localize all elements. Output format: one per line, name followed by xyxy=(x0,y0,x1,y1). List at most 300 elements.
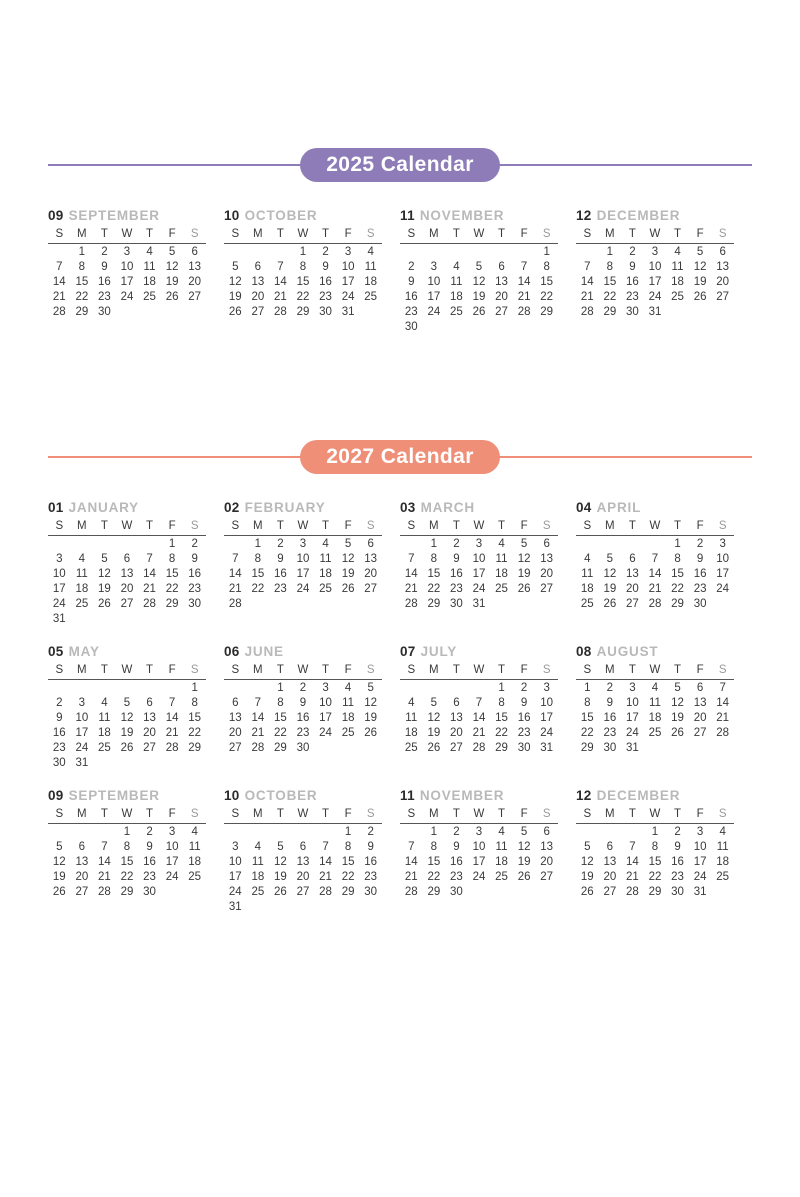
weekday-header: T xyxy=(314,518,337,536)
weekday-header: W xyxy=(468,662,491,680)
day-cell: 17 xyxy=(228,870,242,883)
week-row xyxy=(48,304,206,319)
month-title xyxy=(48,500,208,515)
week-row xyxy=(224,536,382,552)
week-row xyxy=(224,869,382,884)
day-cell: 19 xyxy=(364,711,378,724)
day-cell: 12 xyxy=(472,275,486,288)
day-cell: 22 xyxy=(603,290,617,303)
day-cell: 27 xyxy=(693,726,707,739)
day-cell: 31 xyxy=(228,900,242,913)
section-banner xyxy=(48,440,752,474)
day-cell: 4 xyxy=(322,537,329,550)
day-cell: 2 xyxy=(453,825,460,838)
day-cell: 27 xyxy=(75,885,89,898)
day-cell: 12 xyxy=(693,260,707,273)
day-cell: 3 xyxy=(629,681,636,694)
day-cell: 6 xyxy=(191,245,198,258)
day-cell: 11 xyxy=(251,855,264,868)
day-cell-empty xyxy=(445,680,468,696)
day-cell: 2 xyxy=(367,825,374,838)
day-cell-empty xyxy=(576,244,599,260)
day-cell-empty xyxy=(445,319,468,334)
week-row xyxy=(400,824,558,840)
day-cell: 29 xyxy=(427,597,441,610)
day-cell: 30 xyxy=(517,741,531,754)
weekday-header: T xyxy=(138,518,161,536)
day-cell: 11 xyxy=(188,840,201,853)
day-cell: 4 xyxy=(344,681,352,694)
day-cell: 22 xyxy=(274,726,287,739)
weekday-header: F xyxy=(337,518,360,536)
day-cell: 13 xyxy=(603,855,617,868)
day-cell: 6 xyxy=(78,840,86,853)
day-cell: 19 xyxy=(472,290,486,303)
month-name: APRIL xyxy=(596,500,642,515)
day-cell: 23 xyxy=(319,290,332,303)
day-cell: 6 xyxy=(719,245,726,258)
week-row xyxy=(576,740,734,755)
day-cell-empty xyxy=(711,740,734,755)
day-cell: 13 xyxy=(228,711,242,724)
day-cell: 4 xyxy=(719,825,726,838)
day-cell: 3 xyxy=(78,696,86,709)
weekday-header: W xyxy=(644,806,667,824)
month-number: 05 xyxy=(48,644,64,659)
weekday-header: M xyxy=(247,226,270,244)
day-cell: 10 xyxy=(427,275,441,288)
weekday-header: F xyxy=(689,226,712,244)
day-cell: 21 xyxy=(472,726,486,739)
weekday-header: S xyxy=(711,518,734,536)
day-cell: 21 xyxy=(228,582,242,595)
day-cell: 29 xyxy=(495,741,508,754)
day-cell: 9 xyxy=(322,260,329,273)
day-cell: 9 xyxy=(629,260,636,273)
day-cell-empty xyxy=(468,680,491,696)
day-cell: 19 xyxy=(165,275,179,288)
day-cell: 26 xyxy=(603,597,617,610)
day-cell-empty xyxy=(93,536,116,552)
day-cell: 11 xyxy=(319,552,332,565)
day-cell: 21 xyxy=(52,290,66,303)
month-block xyxy=(576,788,752,914)
day-cell-empty xyxy=(490,319,513,334)
week-row xyxy=(576,869,734,884)
month-number: 12 xyxy=(576,788,592,803)
weekday-header: T xyxy=(445,806,468,824)
day-cell-empty xyxy=(161,680,184,696)
day-cell: 13 xyxy=(296,855,310,868)
weekday-header: F xyxy=(161,518,184,536)
day-cell: 26 xyxy=(472,305,486,318)
day-cell-empty xyxy=(48,536,71,552)
day-cell: 31 xyxy=(648,305,662,318)
month-block xyxy=(224,208,400,334)
day-cell: 1 xyxy=(344,825,352,838)
day-cell-empty xyxy=(292,596,315,611)
day-cell: 29 xyxy=(75,305,89,318)
weekday-header: W xyxy=(116,518,139,536)
weekday-header: F xyxy=(689,518,712,536)
weekday-header-row xyxy=(576,662,734,680)
day-cell: 2 xyxy=(56,696,63,709)
day-cell: 24 xyxy=(648,290,662,303)
day-cell: 8 xyxy=(674,552,681,565)
week-row xyxy=(400,740,558,755)
day-cell-empty xyxy=(224,680,247,696)
month-name: DECEMBER xyxy=(596,788,681,803)
month-number: 06 xyxy=(224,644,240,659)
day-cell: 7 xyxy=(101,840,108,853)
week-row xyxy=(400,581,558,596)
day-cell: 5 xyxy=(520,825,528,838)
weekday-header: F xyxy=(161,226,184,244)
week-row xyxy=(576,710,734,725)
month-title xyxy=(576,500,736,515)
day-cell: 26 xyxy=(52,885,66,898)
day-cell: 22 xyxy=(540,290,554,303)
day-cell: 22 xyxy=(341,870,355,883)
weekday-header: T xyxy=(269,806,292,824)
day-cell: 25 xyxy=(495,870,508,883)
day-cell-empty xyxy=(689,740,712,755)
day-cell: 11 xyxy=(143,260,156,273)
day-cell: 8 xyxy=(254,552,262,565)
weekday-header: W xyxy=(116,662,139,680)
week-row xyxy=(576,680,734,696)
day-cell: 26 xyxy=(120,741,134,754)
day-cell: 18 xyxy=(98,726,111,739)
day-cell: 2 xyxy=(277,537,284,550)
day-cell: 15 xyxy=(75,275,89,288)
day-cell: 18 xyxy=(251,870,265,883)
day-cell: 14 xyxy=(580,275,594,288)
weekday-header: W xyxy=(292,226,315,244)
month-name: OCTOBER xyxy=(244,208,318,223)
month-name: AUGUST xyxy=(596,644,659,659)
weekday-header: S xyxy=(576,226,599,244)
weekday-header: S xyxy=(224,662,247,680)
week-row xyxy=(576,289,734,304)
day-cell: 17 xyxy=(319,711,332,724)
weekday-header: T xyxy=(93,662,116,680)
weekday-header-row xyxy=(400,662,558,680)
day-cell: 22 xyxy=(75,290,89,303)
day-cell: 9 xyxy=(696,552,704,565)
day-cell: 15 xyxy=(540,275,554,288)
day-cell: 9 xyxy=(277,552,284,565)
week-row xyxy=(400,319,558,334)
day-cell-empty xyxy=(138,680,161,696)
weekday-header: W xyxy=(292,518,315,536)
day-cell: 28 xyxy=(648,597,662,610)
day-cell: 3 xyxy=(344,245,352,258)
weekday-header: T xyxy=(93,518,116,536)
week-row xyxy=(576,551,734,566)
week-row xyxy=(400,274,558,289)
month-block xyxy=(576,644,752,770)
day-cell: 15 xyxy=(427,855,441,868)
day-cell: 11 xyxy=(648,696,661,709)
day-cell-empty xyxy=(359,304,382,319)
weekday-header: T xyxy=(666,518,689,536)
weekday-header: F xyxy=(513,806,536,824)
month-number: 09 xyxy=(48,208,64,223)
weekday-header: T xyxy=(138,226,161,244)
day-cell: 26 xyxy=(580,885,594,898)
banner-gap xyxy=(0,182,800,208)
weekday-header: S xyxy=(711,806,734,824)
day-cell: 5 xyxy=(101,552,108,565)
day-cell: 30 xyxy=(188,597,202,610)
month-table xyxy=(400,226,558,334)
month-block xyxy=(224,500,400,626)
day-cell: 30 xyxy=(603,741,617,754)
month-title xyxy=(48,788,208,803)
weekday-header: M xyxy=(71,226,94,244)
day-cell: 24 xyxy=(427,305,441,318)
day-cell: 17 xyxy=(540,711,554,724)
day-cell-empty xyxy=(292,824,315,840)
section-title: 2027 Calendar xyxy=(300,440,500,474)
day-cell: 30 xyxy=(404,320,418,333)
day-cell: 4 xyxy=(498,825,505,838)
day-cell: 19 xyxy=(52,870,66,883)
weekday-header-row xyxy=(48,662,206,680)
weekday-header: M xyxy=(71,806,94,824)
day-cell: 3 xyxy=(168,825,176,838)
day-cell: 10 xyxy=(165,840,179,853)
weekday-header: S xyxy=(183,226,206,244)
day-cell: 14 xyxy=(228,567,242,580)
day-cell: 13 xyxy=(626,567,639,580)
day-cell: 19 xyxy=(274,870,287,883)
day-cell: 13 xyxy=(120,567,134,580)
day-cell: 10 xyxy=(472,840,486,853)
week-row xyxy=(224,710,382,725)
day-cell: 27 xyxy=(540,582,554,595)
weekday-header-row xyxy=(400,806,558,824)
day-cell: 20 xyxy=(450,726,463,739)
day-cell: 18 xyxy=(495,855,508,868)
day-cell: 12 xyxy=(364,696,378,709)
day-cell: 1 xyxy=(191,681,198,694)
month-block xyxy=(576,500,752,626)
day-cell: 6 xyxy=(367,537,374,550)
day-cell-empty xyxy=(423,319,446,334)
day-cell: 27 xyxy=(120,597,134,610)
day-cell-empty xyxy=(666,304,689,319)
day-cell: 12 xyxy=(165,260,179,273)
day-cell: 27 xyxy=(188,290,202,303)
day-cell: 23 xyxy=(274,582,287,595)
day-cell: 12 xyxy=(274,855,287,868)
day-cell: 3 xyxy=(322,681,329,694)
weekday-header: F xyxy=(161,662,184,680)
day-cell: 10 xyxy=(228,855,242,868)
day-cell: 18 xyxy=(648,711,662,724)
day-cell: 8 xyxy=(498,696,505,709)
day-cell: 12 xyxy=(517,840,531,853)
day-cell: 21 xyxy=(404,582,418,595)
day-cell-empty xyxy=(93,680,116,696)
day-cell: 19 xyxy=(98,582,111,595)
day-cell: 25 xyxy=(580,597,594,610)
day-cell: 11 xyxy=(716,840,729,853)
day-cell: 8 xyxy=(123,840,131,853)
week-row xyxy=(224,596,382,611)
month-name: SEPTEMBER xyxy=(68,788,160,803)
day-cell: 21 xyxy=(319,870,332,883)
day-cell: 11 xyxy=(450,275,463,288)
day-cell: 22 xyxy=(251,582,265,595)
weekday-header: S xyxy=(400,226,423,244)
week-row xyxy=(576,259,734,274)
day-cell-empty xyxy=(71,824,94,840)
day-cell: 29 xyxy=(540,305,554,318)
day-cell: 16 xyxy=(52,726,66,739)
weekday-header: F xyxy=(337,226,360,244)
day-cell: 7 xyxy=(168,696,176,709)
month-number: 10 xyxy=(224,208,240,223)
day-cell: 24 xyxy=(228,885,242,898)
week-row xyxy=(400,695,558,710)
week-row xyxy=(224,854,382,869)
day-cell: 28 xyxy=(319,885,332,898)
day-cell: 21 xyxy=(517,290,531,303)
day-cell: 28 xyxy=(472,741,486,754)
day-cell: 13 xyxy=(495,275,508,288)
month-title xyxy=(400,500,560,515)
day-cell: 25 xyxy=(404,741,418,754)
months-grid xyxy=(48,208,752,352)
day-cell-empty xyxy=(711,304,734,319)
week-row xyxy=(400,551,558,566)
day-cell-empty xyxy=(48,824,71,840)
day-cell: 24 xyxy=(626,726,639,739)
day-cell-empty xyxy=(490,884,513,899)
day-cell: 14 xyxy=(98,855,111,868)
day-cell-empty xyxy=(269,899,292,914)
weekday-header: M xyxy=(247,662,270,680)
day-cell: 9 xyxy=(408,275,415,288)
weekday-header: S xyxy=(183,662,206,680)
weekday-header: M xyxy=(247,806,270,824)
month-number: 11 xyxy=(400,788,415,803)
weekday-header: M xyxy=(423,662,446,680)
day-cell: 27 xyxy=(450,741,463,754)
weekday-header: M xyxy=(71,518,94,536)
day-cell: 1 xyxy=(674,537,681,550)
month-title xyxy=(576,644,736,659)
weekday-header: T xyxy=(93,806,116,824)
day-cell: 20 xyxy=(296,870,310,883)
day-cell-empty xyxy=(247,824,270,840)
weekday-header: F xyxy=(337,806,360,824)
day-cell: 14 xyxy=(626,855,639,868)
day-cell-empty xyxy=(116,680,139,696)
day-cell: 7 xyxy=(651,552,659,565)
day-cell: 16 xyxy=(603,711,617,724)
day-cell: 24 xyxy=(165,870,179,883)
day-cell: 22 xyxy=(671,582,684,595)
day-cell: 17 xyxy=(472,567,486,580)
day-cell: 17 xyxy=(648,275,662,288)
day-cell: 30 xyxy=(52,756,66,769)
day-cell: 26 xyxy=(364,726,378,739)
day-cell: 24 xyxy=(319,726,332,739)
day-cell-empty xyxy=(423,680,446,696)
weekday-header: S xyxy=(224,226,247,244)
day-cell: 14 xyxy=(52,275,66,288)
day-cell: 12 xyxy=(98,567,111,580)
day-cell: 8 xyxy=(344,840,352,853)
weekday-header: T xyxy=(138,662,161,680)
day-cell: 16 xyxy=(517,711,531,724)
day-cell: 20 xyxy=(188,275,202,288)
day-cell-empty xyxy=(400,824,423,840)
day-cell: 30 xyxy=(98,305,111,318)
weekday-header: F xyxy=(513,518,536,536)
weekday-header: M xyxy=(71,662,94,680)
weekday-header: S xyxy=(224,806,247,824)
day-cell: 1 xyxy=(78,245,86,258)
day-cell-empty xyxy=(666,740,689,755)
day-cell: 23 xyxy=(52,741,66,754)
day-cell-empty xyxy=(183,611,206,626)
week-row xyxy=(576,695,734,710)
day-cell: 23 xyxy=(296,726,310,739)
weekday-header: S xyxy=(576,806,599,824)
weekday-header: M xyxy=(423,226,446,244)
day-cell: 17 xyxy=(52,582,66,595)
day-cell: 9 xyxy=(453,552,460,565)
day-cell: 6 xyxy=(299,840,307,853)
day-cell: 23 xyxy=(143,870,156,883)
week-row xyxy=(400,884,558,899)
day-cell: 8 xyxy=(430,552,438,565)
day-cell: 13 xyxy=(450,711,463,724)
month-block xyxy=(224,644,400,770)
day-cell: 14 xyxy=(517,275,531,288)
day-cell: 2 xyxy=(629,245,636,258)
weekday-header: T xyxy=(269,226,292,244)
day-cell: 10 xyxy=(296,552,310,565)
day-cell: 21 xyxy=(98,870,111,883)
weekday-header: F xyxy=(161,806,184,824)
weekday-header: T xyxy=(314,662,337,680)
day-cell-empty xyxy=(337,596,360,611)
week-row xyxy=(224,824,382,840)
day-cell: 19 xyxy=(228,290,242,303)
week-row xyxy=(48,274,206,289)
day-cell: 1 xyxy=(543,245,550,258)
weekday-header-row xyxy=(224,662,382,680)
day-cell: 1 xyxy=(168,537,176,550)
weekday-header: S xyxy=(359,806,382,824)
day-cell: 23 xyxy=(188,582,202,595)
day-cell: 18 xyxy=(143,275,156,288)
week-row xyxy=(48,755,206,770)
day-cell-empty xyxy=(269,824,292,840)
weekday-header-row xyxy=(576,806,734,824)
day-cell: 1 xyxy=(277,681,284,694)
day-cell-empty xyxy=(269,244,292,260)
day-cell: 5 xyxy=(277,840,284,853)
day-cell: 7 xyxy=(408,840,415,853)
day-cell: 19 xyxy=(517,567,531,580)
